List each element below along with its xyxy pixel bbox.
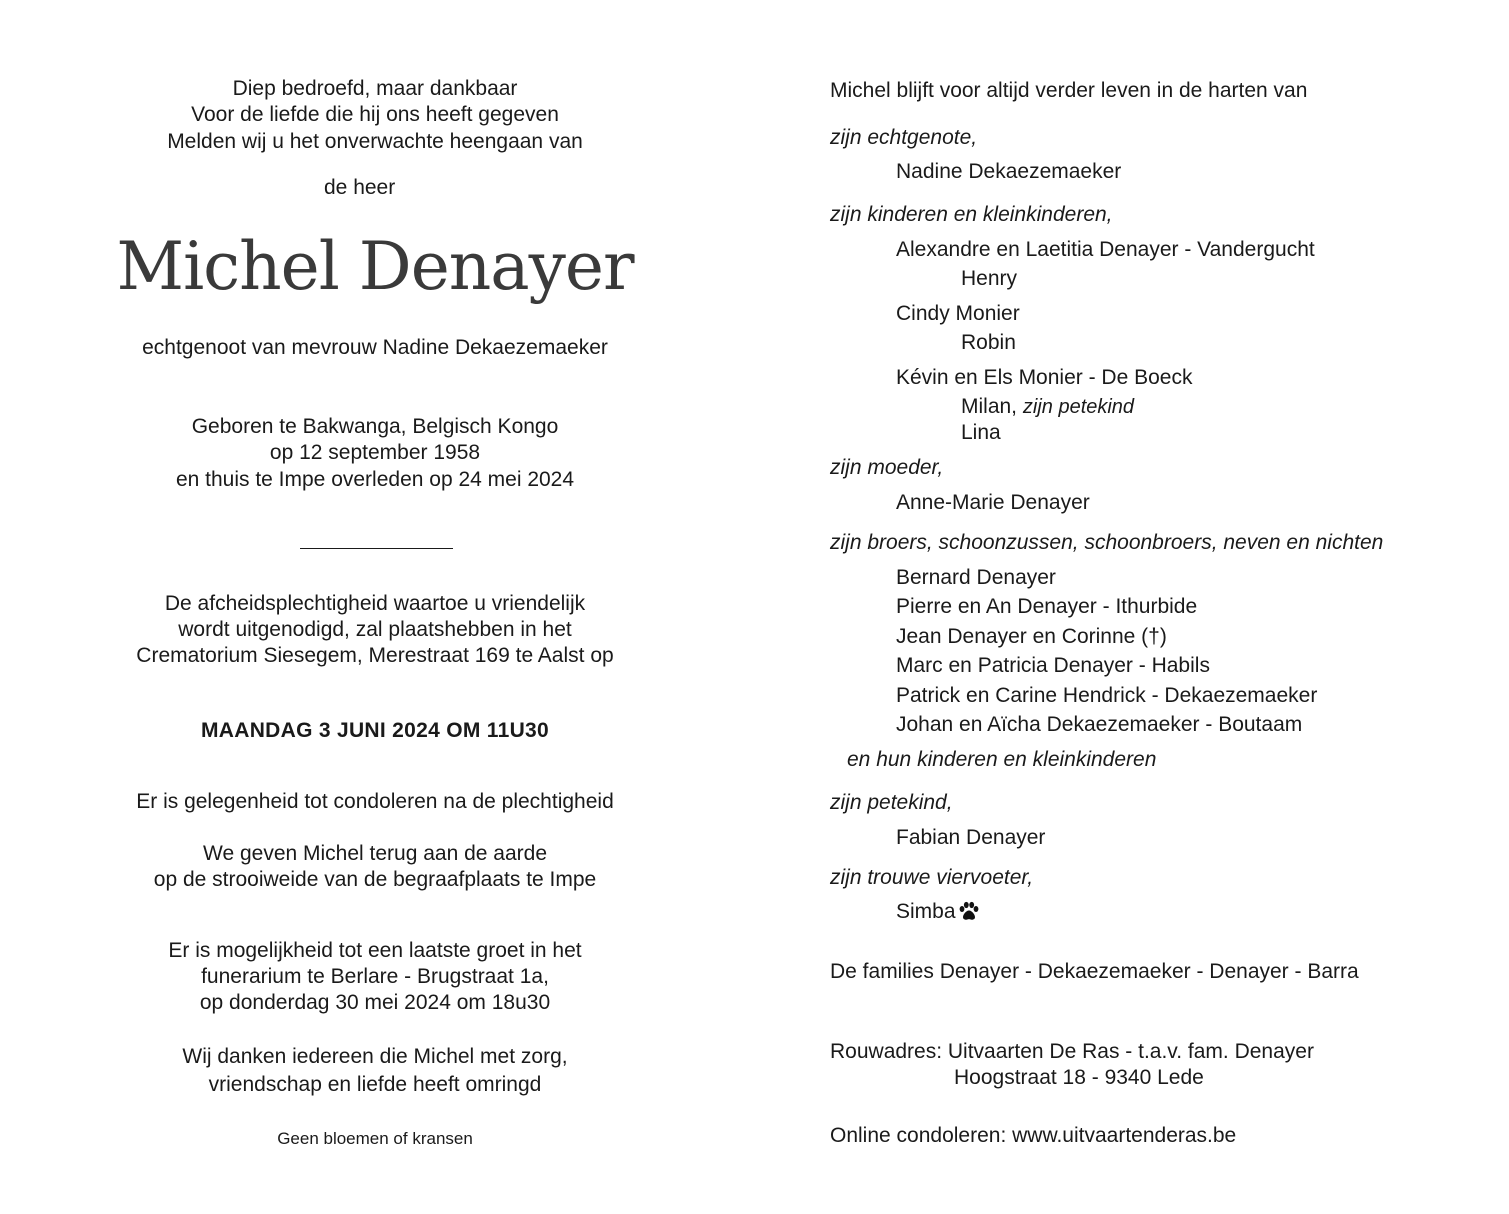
condolence-line: Er is gelegenheid tot condoleren na de plechtigheid (136, 790, 614, 813)
grandchild-3 (961, 395, 1134, 419)
title-honorific: de heer (324, 176, 396, 199)
grandchild-2: Robin (961, 331, 1016, 354)
ceremony-line-2: wordt uitgenodigd, zal plaatshebben in het (178, 618, 572, 641)
siblings-label: zijn broers, schoonzussen, schoonbroers, neven en nichten (830, 531, 1384, 554)
child-1: Alexandre en Laetitia Denayer - Vandergucht (896, 238, 1315, 261)
intro-line-2: Voor de liefde die hij ons heeft gegeven (191, 103, 559, 126)
deceased-name: Michel Denayer (116, 228, 634, 305)
mother-name: Anne-Marie Denayer (896, 491, 1090, 514)
farewell-line-2: funerarium te Berlare - Brugstraat 1a, (201, 965, 549, 988)
birth-line-2: op 12 september 1958 (269, 441, 481, 464)
no-flowers-note: Geen bloemen of kransen (277, 1129, 473, 1148)
families-line: De families Denayer - Dekaezemaeker - Denayer - Barra (830, 960, 1359, 983)
online-condolence: Online condoleren: www.uitvaartenderas.be (830, 1124, 1237, 1147)
intro-line-1: Diep bedroefd, maar dankbaar (232, 77, 518, 100)
children-label: zijn kinderen en kleinkinderen, (830, 203, 1113, 226)
farewell-line-3: op donderdag 30 mei 2024 om 18u30 (199, 991, 551, 1014)
ceremony-line-1: De afcheidsplechtigheid waartoe u vriendelijk (164, 592, 586, 615)
grandchild-4: Lina (961, 421, 1001, 444)
farewell-line-1: Er is mogelijkheid tot een laatste groet in het (168, 939, 582, 962)
mother-label: zijn moeder, (830, 456, 944, 479)
spouse-line: echtgenoot van mevrouw Nadine Dekaezemaeker (142, 336, 608, 359)
grandchild-3-note: zijn petekind (1022, 396, 1135, 418)
ceremony-line-3: Crematorium Siesegem, Merestraat 169 te Aalst op (136, 644, 614, 667)
thanks-line-2: vriendschap en liefde heeft omringd (208, 1073, 542, 1096)
sibling-5: Patrick en Carine Hendrick - Dekaezemaeker (896, 684, 1318, 707)
birth-line-1: Geboren te Bakwanga, Belgisch Kongo (191, 415, 559, 438)
spouse-label: zijn echtgenote, (830, 126, 978, 149)
sibling-6: Johan en Aïcha Dekaezemaeker - Boutaam (896, 713, 1303, 736)
address-line-2: Hoogstraat 18 - 9340 Lede (954, 1066, 1204, 1089)
ashes-line-1: We geven Michel terug aan de aarde (203, 842, 547, 865)
sibling-4: Marc en Patricia Denayer - Habils (896, 654, 1210, 677)
birth-line-3: en thuis te Impe overleden op 24 mei 2024 (175, 468, 575, 491)
ceremony-date: MAANDAG 3 JUNI 2024 OM 11U30 (200, 719, 550, 742)
siblings-tail: en hun kinderen en kleinkinderen (847, 748, 1157, 771)
ashes-line-2: op de strooiweide van de begraafplaats te Impe (153, 868, 597, 891)
paw-icon (958, 901, 980, 927)
address-line-1: Rouwadres: Uitvaarten De Ras - t.a.v. fam. Denayer (830, 1040, 1314, 1063)
godchild-name: Fabian Denayer (896, 826, 1046, 849)
pet-label: zijn trouwe viervoeter, (830, 866, 1034, 889)
sibling-1: Bernard Denayer (896, 566, 1056, 589)
grandchild-1: Henry (961, 267, 1018, 290)
pet-name: Simba (896, 900, 956, 923)
godchild-label: zijn petekind, (830, 791, 953, 814)
pet-line (896, 900, 980, 927)
spouse-name: Nadine Dekaezemaeker (896, 160, 1122, 183)
sibling-2: Pierre en An Denayer - Ithurbide (896, 595, 1198, 618)
thanks-line-1: Wij danken iedereen die Michel met zorg, (182, 1045, 568, 1068)
sibling-3: Jean Denayer en Corinne (†) (896, 625, 1167, 648)
child-2: Cindy Monier (896, 302, 1020, 325)
intro-line-3: Melden wij u het onverwachte heengaan van (167, 130, 583, 153)
child-3: Kévin en Els Monier - De Boeck (896, 366, 1193, 389)
right-heading: Michel blijft voor altijd verder leven in de harten van (830, 79, 1308, 102)
grandchild-3-name: Milan, (961, 395, 1018, 418)
divider (300, 548, 453, 549)
